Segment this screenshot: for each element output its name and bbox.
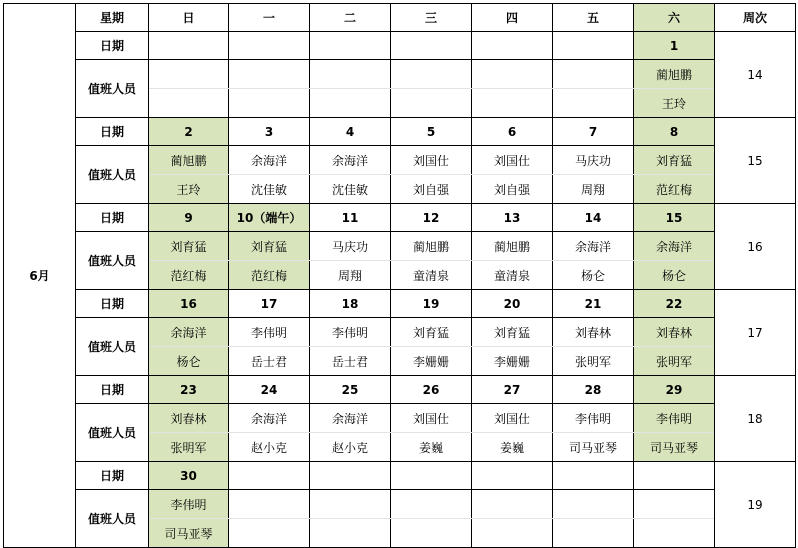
duty-staff-name <box>149 89 229 118</box>
duty-staff-name <box>391 490 472 519</box>
day-date-cell: 10（端午） <box>229 204 310 232</box>
day-date-cell: 12 <box>391 204 472 232</box>
day-date-cell <box>472 32 553 60</box>
day-date-cell: 9 <box>149 204 229 232</box>
day-date-cell: 1 <box>634 32 715 60</box>
duty-staff-name <box>634 519 715 548</box>
duty-staff-name: 李伟明 <box>553 404 634 433</box>
day-date-cell <box>391 32 472 60</box>
week-staff-row <box>4 60 796 89</box>
duty-staff-name: 岳士君 <box>229 347 310 376</box>
duty-staff-name: 童清泉 <box>472 261 553 290</box>
duty-staff-name: 范红梅 <box>229 261 310 290</box>
duty-staff-name: 蔺旭鹏 <box>472 232 553 261</box>
duty-staff-name <box>391 60 472 89</box>
duty-staff-name: 刘国仕 <box>472 146 553 175</box>
duty-staff-name: 周翔 <box>553 175 634 204</box>
day-header-sun: 日 <box>149 4 229 32</box>
week-number-cell: 18 <box>715 376 796 462</box>
staff-row-label: 值班人员 <box>76 490 149 548</box>
duty-staff-name: 余海洋 <box>634 232 715 261</box>
duty-staff-name: 刘育猛 <box>149 232 229 261</box>
day-date-cell: 13 <box>472 204 553 232</box>
duty-staff-name: 马庆功 <box>553 146 634 175</box>
duty-staff-name <box>229 89 310 118</box>
date-row-label: 日期 <box>76 376 149 404</box>
day-date-cell: 5 <box>391 118 472 146</box>
duty-staff-name: 李伟明 <box>229 318 310 347</box>
duty-staff-name: 范红梅 <box>149 261 229 290</box>
duty-staff-name: 李伟明 <box>634 404 715 433</box>
duty-staff-name: 余海洋 <box>553 232 634 261</box>
duty-staff-name: 姜巍 <box>472 433 553 462</box>
duty-staff-name: 刘自强 <box>472 175 553 204</box>
day-date-cell: 27 <box>472 376 553 404</box>
duty-staff-name: 杨仑 <box>634 261 715 290</box>
duty-staff-name: 王玲 <box>149 175 229 204</box>
day-date-cell: 11 <box>310 204 391 232</box>
day-date-cell: 21 <box>553 290 634 318</box>
day-date-cell: 16 <box>149 290 229 318</box>
day-date-cell: 30 <box>149 462 229 490</box>
duty-staff-name: 刘国仕 <box>391 404 472 433</box>
day-date-cell <box>553 32 634 60</box>
header-row <box>4 4 796 32</box>
duty-staff-name <box>149 60 229 89</box>
duty-staff-name: 沈佳敏 <box>229 175 310 204</box>
day-date-cell: 14 <box>553 204 634 232</box>
duty-staff-name <box>553 60 634 89</box>
duty-staff-name: 刘春林 <box>634 318 715 347</box>
week-date-row <box>4 376 796 404</box>
staff-row-label: 值班人员 <box>76 60 149 118</box>
duty-staff-name: 刘春林 <box>149 404 229 433</box>
month-label: 6月 <box>4 4 76 548</box>
week-date-row <box>4 32 796 60</box>
staff-row-label: 值班人员 <box>76 318 149 376</box>
day-date-cell: 22 <box>634 290 715 318</box>
duty-staff-name <box>229 519 310 548</box>
duty-staff-name: 姜巍 <box>391 433 472 462</box>
duty-staff-name: 刘自强 <box>391 175 472 204</box>
duty-staff-name: 杨仑 <box>149 347 229 376</box>
day-header-thu: 四 <box>472 4 553 32</box>
duty-staff-name: 余海洋 <box>310 404 391 433</box>
duty-staff-name <box>310 490 391 519</box>
day-date-cell: 20 <box>472 290 553 318</box>
duty-staff-name: 马庆功 <box>310 232 391 261</box>
staff-row-label: 值班人员 <box>76 146 149 204</box>
week-staff-row <box>4 404 796 433</box>
duty-staff-name: 张明军 <box>553 347 634 376</box>
day-date-cell <box>229 32 310 60</box>
day-date-cell <box>391 462 472 490</box>
day-date-cell: 2 <box>149 118 229 146</box>
day-header-tue: 二 <box>310 4 391 32</box>
day-date-cell: 17 <box>229 290 310 318</box>
week-staff-row <box>4 146 796 175</box>
duty-staff-name: 余海洋 <box>229 146 310 175</box>
duty-staff-name: 刘育猛 <box>634 146 715 175</box>
duty-staff-name: 赵小克 <box>229 433 310 462</box>
week-number-cell: 17 <box>715 290 796 376</box>
week-number-cell: 16 <box>715 204 796 290</box>
duty-staff-name: 童清泉 <box>391 261 472 290</box>
day-date-cell: 26 <box>391 376 472 404</box>
week-staff-row <box>4 318 796 347</box>
duty-staff-name: 李姗姗 <box>391 347 472 376</box>
duty-staff-name: 刘育猛 <box>472 318 553 347</box>
duty-staff-name <box>553 490 634 519</box>
duty-staff-name <box>553 519 634 548</box>
day-date-cell: 15 <box>634 204 715 232</box>
day-header-mon: 一 <box>229 4 310 32</box>
day-date-cell: 29 <box>634 376 715 404</box>
day-header-sat: 六 <box>634 4 715 32</box>
duty-staff-name: 沈佳敏 <box>310 175 391 204</box>
duty-staff-name <box>310 89 391 118</box>
duty-staff-name: 李伟明 <box>310 318 391 347</box>
day-date-cell <box>149 32 229 60</box>
duty-staff-name: 余海洋 <box>310 146 391 175</box>
duty-staff-name <box>553 89 634 118</box>
day-date-cell <box>229 462 310 490</box>
duty-staff-name: 王玲 <box>634 89 715 118</box>
day-date-cell <box>472 462 553 490</box>
week-number-cell: 15 <box>715 118 796 204</box>
duty-staff-name <box>472 519 553 548</box>
day-date-cell: 19 <box>391 290 472 318</box>
duty-staff-name: 司马亚琴 <box>553 433 634 462</box>
day-date-cell <box>553 462 634 490</box>
week-date-row <box>4 290 796 318</box>
day-date-cell <box>310 462 391 490</box>
duty-staff-name: 范红梅 <box>634 175 715 204</box>
date-row-label: 日期 <box>76 204 149 232</box>
staff-row-label: 值班人员 <box>76 404 149 462</box>
duty-schedule-table <box>3 3 796 548</box>
day-date-cell: 4 <box>310 118 391 146</box>
duty-staff-name: 岳士君 <box>310 347 391 376</box>
duty-staff-name: 周翔 <box>310 261 391 290</box>
duty-staff-name: 刘国仕 <box>472 404 553 433</box>
week-header-label: 周次 <box>715 4 796 32</box>
duty-staff-name: 杨仑 <box>553 261 634 290</box>
day-date-cell: 18 <box>310 290 391 318</box>
duty-staff-name: 蔺旭鹏 <box>634 60 715 89</box>
duty-staff-name: 刘春林 <box>553 318 634 347</box>
duty-staff-name: 刘国仕 <box>391 146 472 175</box>
weekday-header-label: 星期 <box>76 4 149 32</box>
day-date-cell: 25 <box>310 376 391 404</box>
duty-staff-name: 刘育猛 <box>391 318 472 347</box>
duty-staff-name: 张明军 <box>634 347 715 376</box>
week-number-cell: 14 <box>715 32 796 118</box>
duty-staff-name: 蔺旭鹏 <box>391 232 472 261</box>
duty-staff-name <box>391 519 472 548</box>
duty-staff-name <box>310 519 391 548</box>
duty-staff-name <box>472 490 553 519</box>
duty-staff-name: 司马亚琴 <box>634 433 715 462</box>
day-date-cell: 24 <box>229 376 310 404</box>
day-date-cell: 3 <box>229 118 310 146</box>
duty-staff-name: 蔺旭鹏 <box>149 146 229 175</box>
date-row-label: 日期 <box>76 462 149 490</box>
duty-staff-name <box>229 60 310 89</box>
duty-staff-name <box>472 60 553 89</box>
day-date-cell: 23 <box>149 376 229 404</box>
week-date-row <box>4 118 796 146</box>
duty-staff-name <box>391 89 472 118</box>
week-staff-row <box>4 490 796 519</box>
day-date-cell: 7 <box>553 118 634 146</box>
day-date-cell: 6 <box>472 118 553 146</box>
day-header-fri: 五 <box>553 4 634 32</box>
duty-staff-name: 李姗姗 <box>472 347 553 376</box>
duty-staff-name: 赵小克 <box>310 433 391 462</box>
week-date-row <box>4 462 796 490</box>
duty-staff-name <box>229 490 310 519</box>
date-row-label: 日期 <box>76 290 149 318</box>
date-row-label: 日期 <box>76 32 149 60</box>
day-header-wed: 三 <box>391 4 472 32</box>
day-date-cell <box>310 32 391 60</box>
week-date-row <box>4 204 796 232</box>
duty-staff-name <box>472 89 553 118</box>
staff-row-label: 值班人员 <box>76 232 149 290</box>
day-date-cell <box>634 462 715 490</box>
duty-staff-name: 刘育猛 <box>229 232 310 261</box>
week-staff-row <box>4 232 796 261</box>
duty-staff-name <box>634 490 715 519</box>
day-date-cell: 28 <box>553 376 634 404</box>
duty-staff-name: 李伟明 <box>149 490 229 519</box>
week-number-cell: 19 <box>715 462 796 548</box>
duty-staff-name <box>310 60 391 89</box>
duty-staff-name: 余海洋 <box>229 404 310 433</box>
date-row-label: 日期 <box>76 118 149 146</box>
day-date-cell: 8 <box>634 118 715 146</box>
duty-staff-name: 余海洋 <box>149 318 229 347</box>
duty-staff-name: 司马亚琴 <box>149 519 229 548</box>
duty-staff-name: 张明军 <box>149 433 229 462</box>
